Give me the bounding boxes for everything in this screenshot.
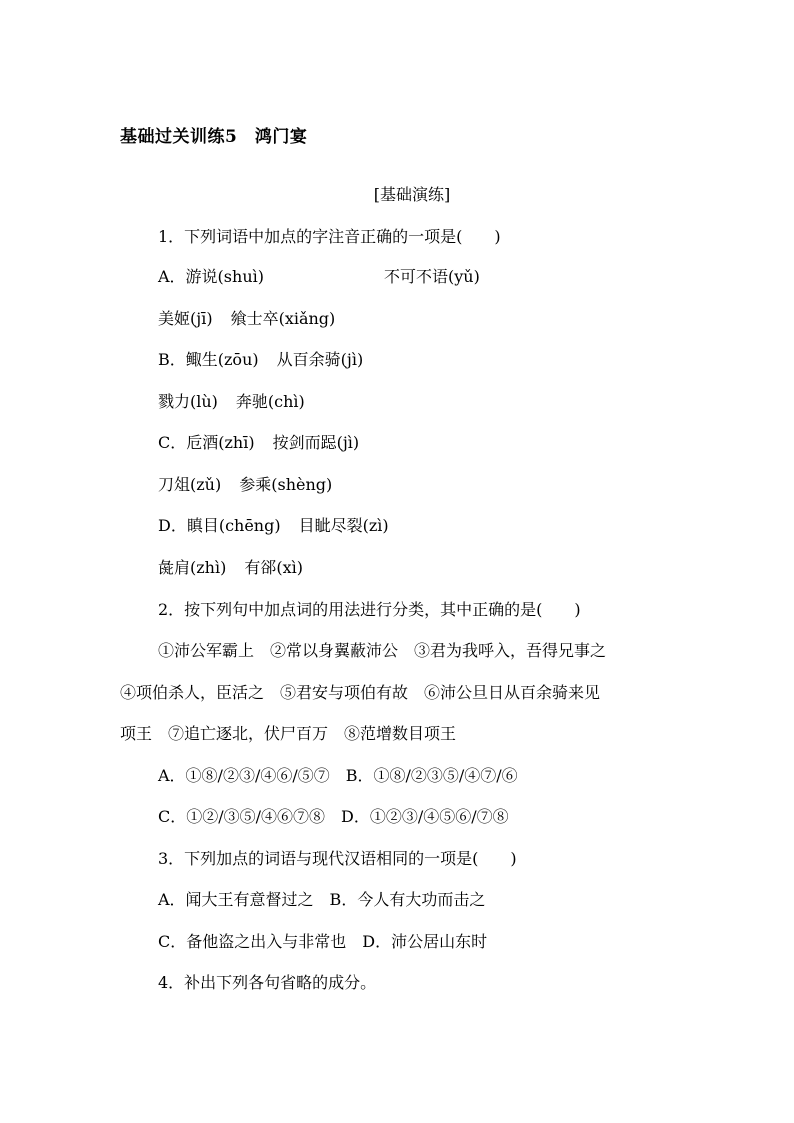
question-2-sentences-line-1: ①沛公军霸上 ②常以身翼蔽沛公 ③君为我呼入，吾得兄事之 [158,641,607,660]
option-text: 飨士卒(xiǎng) [230,309,336,328]
option-text: 有郤(xì) [244,558,303,577]
question-1-option-d [158,515,389,537]
question-2-stem: 2．按下列句中加点词的用法进行分类，其中正确的是( ) [158,600,581,619]
question-1-option-b-cont [158,391,305,413]
question-1-option-b [158,349,363,371]
section-heading: [基础演练] [373,185,451,204]
question-1-option-d-cont [158,557,303,579]
option-text: 参乘(shèng) [239,475,333,494]
option-text: 不可不语(yǔ) [383,267,480,286]
page-title: 基础过关训练5 鸿门宴 [120,127,308,147]
option-text: D．瞋目(chēng) [158,516,281,535]
option-text: 从百余骑(jì) [276,350,364,369]
option-text: 按剑而跽(jì) [272,433,360,452]
option-text: 奔驰(chì) [235,392,305,411]
option-text: 戮力(lù) [158,392,218,411]
question-1-option-a-cont [158,308,335,330]
option-text: 美姬(jī) [158,309,213,328]
question-1-option-a [158,266,480,288]
question-4-stem: 4．补出下列各句省略的成分。 [158,973,377,992]
question-2-sentences-line-3: 项王 ⑦追亡逐北，伏尸百万 ⑧范增数目项王 [120,724,457,743]
question-1-stem: 1．下列词语中加点的字注音正确的一项是( ) [158,227,501,246]
question-3-options-ab: A．闻大王有意督过之 B．今人有大功而击之 [158,890,486,909]
option-text: 目眦尽裂(zì) [298,516,389,535]
question-2-options-cd: C．①②/③⑤/④⑥⑦⑧ D．①②③/④⑤⑥/⑦⑧ [158,807,509,826]
question-1-option-c [158,432,359,454]
option-text: 彘肩(zhì) [158,558,227,577]
question-1-option-c-cont [158,474,332,496]
question-3-stem: 3．下列加点的词语与现代汉语相同的一项是( ) [158,849,517,868]
option-text: B．鲰生(zōu) [158,350,259,369]
question-2-sentences-line-2: ④项伯杀人，臣活之 ⑤君安与项伯有故 ⑥沛公旦日从百余骑来见 [120,683,601,702]
option-text: C．卮酒(zhī) [158,433,255,452]
question-3-options-cd: C．备他盗之出入与非常也 D．沛公居山东时 [158,932,488,951]
question-2-options-ab: A．①⑧/②③/④⑥/⑤⑦ B．①⑧/②③⑤/④⑦/⑥ [158,766,518,785]
option-text: 刀俎(zǔ) [158,475,222,494]
option-text: A．游说(shuì) [158,267,264,286]
